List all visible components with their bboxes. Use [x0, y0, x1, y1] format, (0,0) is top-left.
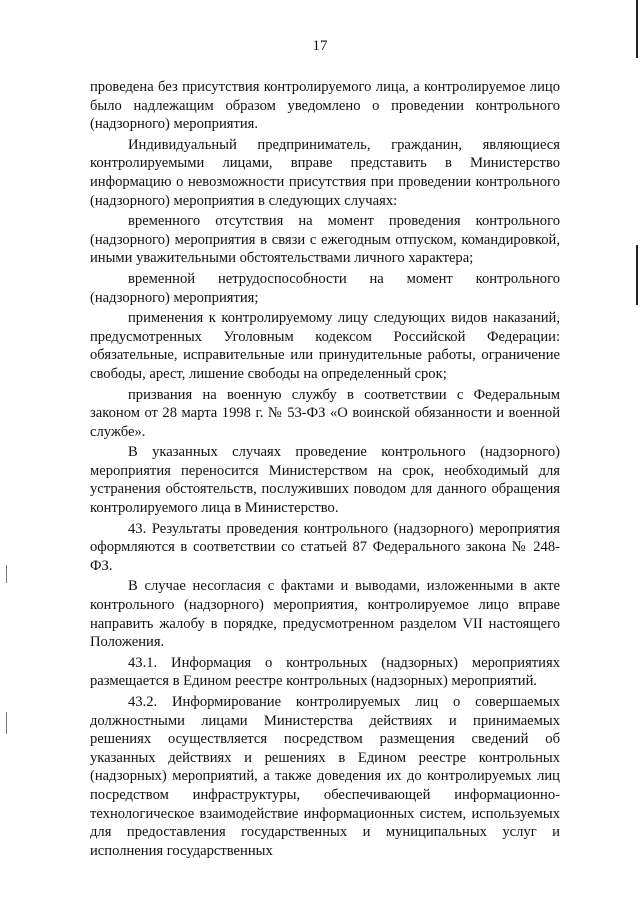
- paragraph-5: применения к контролируемому лицу следующих видов наказаний, предусмотренных Уголовным кодексом Российской Федерации: обязательные, исправительные или принудительные работы, ограничение свободы, арест, лишение свободы на определенный срок;: [90, 310, 560, 382]
- document-body: [90, 78, 560, 860]
- paragraph-7: В указанных случаях проведение контрольного (надзорного) мероприятия переносится Министерством на срок, необходимый для устранения обстоятельств, послуживших поводом для данного обращения контролируемого лица в Министерство.: [90, 444, 560, 517]
- page-number: 17: [312, 38, 328, 54]
- paragraph-2: Индивидуальный предприниматель, гражданин, являющиеся контролируемыми лицами, вправе представить в Министерство информацию о невозможности присутствия при проведении контрольного (надзорного) мероприятия в следующих случаях:: [90, 136, 560, 209]
- paragraph-8: 43. Результаты проведения контрольного (надзорного) мероприятия оформляются в соответствии со статьей 87 Федерального закона № 248-ФЗ.: [90, 520, 560, 574]
- paragraph-1: проведена без присутствия контролируемого лица, а контролируемое лицо было надлежащим образом уведомлено о проведении контрольного (надзорного) мероприятия.: [90, 79, 560, 133]
- paragraph-3: временного отсутствия на момент проведения контрольного (надзорного) мероприятия в связи с ежегодным отпуском, командировкой, иными уважительными обстоятельствами личного характера;: [90, 213, 560, 267]
- paragraph-11: 43.2. Информирование контролируемых лиц о совершаемых должностными лицами Министерства действиях и принимаемых решениях осуществляется посредством размещения сведений об указанных действиях и решениях в Едином реестре контрольных (надзорных) мероприятий, а также доведения их до контролируемых лиц посредством инфраструктуры, обеспечивающей информационно-технологическое взаимодействие информационных систем, используемых для предоставления государственных и муниципальных услуг и исполнения государственных: [90, 694, 560, 859]
- paragraph-9: В случае несогласия с фактами и выводами, изложенными в акте контрольного (надзорного) мероприятия, контролируемое лицо вправе направить жалобу в порядке, предусмотренном разделом VII настоящего Положения.: [90, 578, 560, 651]
- paragraph-6: призвания на военную службу в соответствии с Федеральным законом от 28 марта 1998 г. № 53-ФЗ «О воинской обязанности и военной службе».: [90, 386, 560, 440]
- scan-edge-line: [636, 245, 638, 305]
- scan-mark: [6, 565, 7, 583]
- scan-edge-line: [636, 0, 638, 58]
- scan-mark: [6, 712, 7, 734]
- paragraph-4: временной нетрудоспособности на момент контрольного (надзорного) мероприятия;: [90, 270, 560, 306]
- paragraph-10: 43.1. Информация о контрольных (надзорных) мероприятиях размещается в Едином реестре контрольных (надзорных) мероприятий.: [90, 654, 560, 690]
